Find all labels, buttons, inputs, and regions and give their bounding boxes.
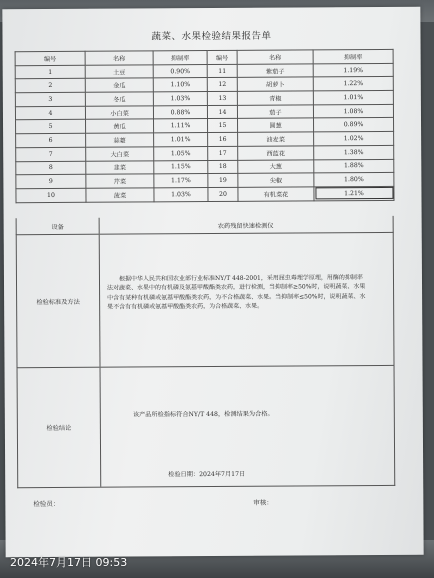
table-cell: 15 xyxy=(208,119,238,133)
table-cell: 6 xyxy=(16,133,86,147)
method-label: 检验标准及方法 xyxy=(17,235,101,368)
table-header-cell: 编号 xyxy=(207,50,237,64)
table-cell: 14 xyxy=(207,105,237,119)
table-cell: 冬瓜 xyxy=(85,92,153,106)
table-cell: 1.21% xyxy=(314,186,394,200)
report-title: 蔬菜、水果检验结果报告单 xyxy=(151,30,272,43)
table-cell: 1.05% xyxy=(154,146,208,160)
table-cell: 1.10% xyxy=(153,78,207,92)
reviewer-label: 审核： xyxy=(253,498,273,507)
table-cell: 黄瓜 xyxy=(86,119,154,133)
table-cell: 1.03% xyxy=(153,92,207,106)
table-cell: 1.38% xyxy=(314,145,394,159)
photo-timestamp: 2024年7月17日 09:53 xyxy=(10,556,128,569)
table-row xyxy=(16,186,394,202)
table-cell: 1.11% xyxy=(154,119,208,133)
table-cell: 西蓝花 xyxy=(238,146,314,160)
inspector-label: 检验员： xyxy=(33,499,60,509)
table-cell: 土豆 xyxy=(85,65,153,79)
table-cell: 油麦菜 xyxy=(238,132,314,146)
table-cell: 小白菜 xyxy=(85,106,153,120)
table-cell: 1.02% xyxy=(314,132,394,146)
table-cell: 1.03% xyxy=(154,187,208,201)
table-header-cell: 名称 xyxy=(85,51,153,65)
equipment-value: 农药残留快速检测仪 xyxy=(217,222,274,230)
table-cell: 17 xyxy=(208,146,238,160)
table-cell: 8 xyxy=(16,161,86,175)
table-header-cell: 抑制率 xyxy=(313,49,393,63)
table-cell: 紫茄子 xyxy=(237,64,313,78)
table-cell: 圆葱 xyxy=(238,118,314,132)
method-section xyxy=(16,233,395,368)
table-cell: 10 xyxy=(16,188,86,202)
table-cell: 尖椒 xyxy=(238,173,314,187)
table-cell: 0.88% xyxy=(153,105,207,119)
table-cell: 7 xyxy=(16,147,86,161)
inspection-date: 检验日期：2024年7月17日 xyxy=(168,470,246,479)
table-cell: 大白菜 xyxy=(86,147,154,161)
table-cell: 大葱 xyxy=(238,159,314,173)
table-cell: 20 xyxy=(208,187,238,201)
equipment-label: 设备 xyxy=(17,218,100,235)
table-cell: 1.22% xyxy=(313,77,393,91)
table-cell: 胡萝卜 xyxy=(237,77,313,91)
report-paper xyxy=(2,7,423,558)
table-cell: 0.89% xyxy=(314,118,394,132)
results-table xyxy=(15,49,395,203)
table-cell: 18 xyxy=(208,160,238,174)
table-cell: 13 xyxy=(207,91,237,105)
table-cell: 1.01% xyxy=(313,90,393,104)
signature-row xyxy=(33,497,393,509)
table-cell: 1.88% xyxy=(314,159,394,173)
table-cell: 1.01% xyxy=(154,133,208,147)
table-cell: 1.08% xyxy=(313,104,393,118)
table-cell: 12 xyxy=(207,78,237,92)
table-cell: 1 xyxy=(15,65,85,79)
table-cell: 16 xyxy=(208,132,238,146)
table-cell: 3 xyxy=(15,92,85,106)
table-cell: 有机菜花 xyxy=(238,187,314,201)
table-cell: 0.90% xyxy=(153,64,207,78)
conclusion-label: 检验结论 xyxy=(18,368,102,488)
table-cell: 11 xyxy=(207,64,237,78)
table-cell: 2 xyxy=(15,79,85,93)
table-header-cell: 编号 xyxy=(15,51,85,65)
conclusion-section xyxy=(17,366,396,488)
method-text: 根据中华人民共和国农业部行业标准NY/T 448-2001，采用屈虫毒理学原理，用酶的抑制率法对蔬菜、水果中的有机磷及氨基甲酸酯类农药，进行检测，当抑制率≥50%时，说明蔬菜、水果中含有某种有机磷或氨基甲酸酯类农药，为不合格蔬菜、水果。当抑制率≤50%时，说明蔬菜、水果不含有有机磷或氨基甲酸酯类农药，为合格蔬菜、水果。 xyxy=(107,274,366,311)
table-cell: 1.17% xyxy=(154,174,208,188)
table-cell: 菠菜 xyxy=(86,188,154,202)
table-cell: 蒜薹 xyxy=(86,133,154,147)
table-cell: 韭菜 xyxy=(86,160,154,174)
table-cell: 青椒 xyxy=(237,91,313,105)
table-cell: 芹菜 xyxy=(86,174,154,188)
table-header-cell: 抑制率 xyxy=(153,51,207,65)
table-header-cell: 名称 xyxy=(237,50,313,64)
table-cell: 1.19% xyxy=(313,63,393,77)
table-cell: 5 xyxy=(16,120,86,134)
table-cell: 4 xyxy=(15,106,85,120)
table-cell: 金瓜 xyxy=(85,78,153,92)
conclusion-text: 该产品所检指标符合NY/T 448，检测结果为合格。 xyxy=(132,410,274,419)
table-cell: 9 xyxy=(16,174,86,188)
table-cell: 19 xyxy=(208,174,238,188)
table-cell: 茄子 xyxy=(237,105,313,119)
table-cell: 1.15% xyxy=(154,160,208,174)
table-cell: 1.80% xyxy=(314,173,394,187)
